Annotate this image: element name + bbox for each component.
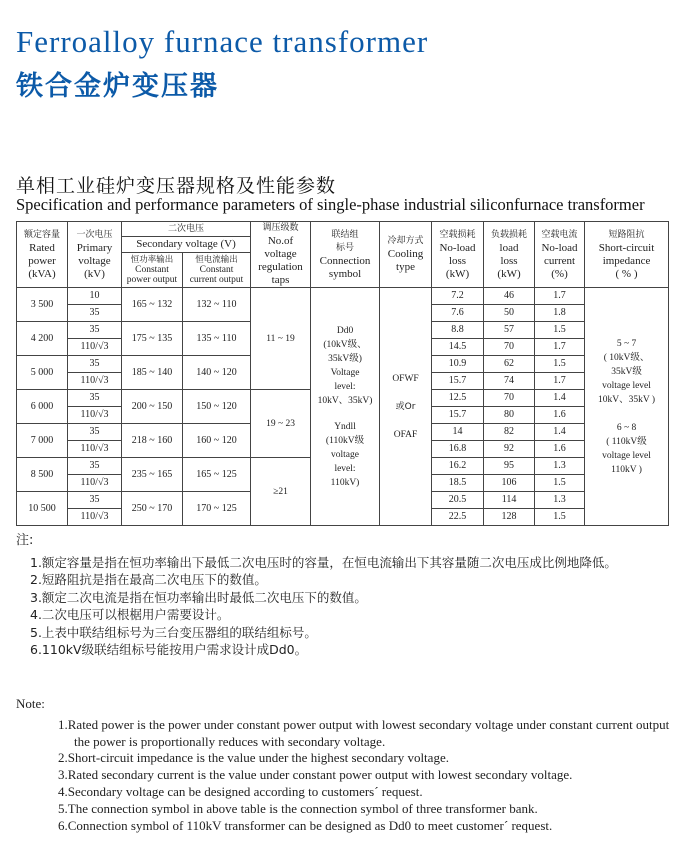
constant-power-cell: 165 ~ 132 (122, 288, 183, 322)
spec-table (16, 221, 669, 526)
primary-voltage-cell: 35 (68, 424, 122, 441)
noload-current-cell: 1.4 (535, 390, 585, 407)
noload-loss-cell: 15.7 (432, 373, 484, 390)
noload-loss-cell: 8.8 (432, 322, 484, 339)
header-rated-power: 额定容量 Rated power (kVA) (17, 222, 68, 288)
load-loss-cell: 114 (484, 492, 535, 509)
load-loss-cell: 82 (484, 424, 535, 441)
load-loss-cell: 74 (484, 373, 535, 390)
note-item: 2.Short-circuit impedance is the value under the highest secondary voltage. (58, 750, 449, 766)
constant-current-cell: 132 ~ 110 (183, 288, 251, 322)
noload-loss-cell: 7.2 (432, 288, 484, 305)
noload-loss-cell: 10.9 (432, 356, 484, 373)
notes-english (16, 696, 676, 834)
load-loss-cell: 80 (484, 407, 535, 424)
header-connection-symbol: 联结组 标号 Connection symbol (311, 222, 380, 288)
noload-current-cell: 1.5 (535, 509, 585, 526)
rated-power-cell: 10 500 (17, 492, 68, 526)
header-secondary-voltage-en: Secondary voltage (V) (122, 237, 251, 252)
load-loss-cell: 106 (484, 475, 535, 492)
noload-loss-cell: 18.5 (432, 475, 484, 492)
header-primary-voltage: 一次电压 Primary voltage (kV) (68, 222, 122, 288)
noload-loss-cell: 16.2 (432, 458, 484, 475)
load-loss-cell: 70 (484, 390, 535, 407)
primary-voltage-cell: 110/√3 (68, 407, 122, 424)
constant-current-cell: 160 ~ 120 (183, 424, 251, 458)
constant-power-cell: 175 ~ 135 (122, 322, 183, 356)
constant-current-cell: 135 ~ 110 (183, 322, 251, 356)
primary-voltage-cell: 110/√3 (68, 509, 122, 526)
taps-cell: 19 ~ 23 (251, 390, 311, 458)
cooling-type-cell: OFWF 或Or OFAF (380, 288, 432, 526)
page-title-english: Ferroalloy furnace transformer (16, 24, 429, 59)
constant-power-cell: 235 ~ 165 (122, 458, 183, 492)
connection-symbol-cell: Dd0 (10kV级、 35kV级) Voltage level: 10kV、35kV) Yndll (110kV级 voltage level: 110kV) (311, 288, 380, 526)
noload-current-cell: 1.5 (535, 356, 585, 373)
primary-voltage-cell: 110/√3 (68, 475, 122, 492)
noload-current-cell: 1.4 (535, 424, 585, 441)
noload-loss-cell: 12.5 (432, 390, 484, 407)
notes-chinese-label: 注: (16, 533, 34, 548)
primary-voltage-cell: 110/√3 (68, 339, 122, 356)
header-noload-loss: 空载损耗 No-load loss (kW) (432, 222, 484, 288)
rated-power-cell: 4 200 (17, 322, 68, 356)
noload-current-cell: 1.3 (535, 492, 585, 509)
noload-current-cell: 1.8 (535, 305, 585, 322)
noload-current-cell: 1.5 (535, 322, 585, 339)
header-secondary-voltage: 二次电压 (122, 222, 251, 237)
note-item: 5.上表中联结组标号为三台变压器组的联结组标号。 (30, 624, 317, 640)
note-item: 3.Rated secondary current is the value under constant power output with lowest secondary voltage. (58, 767, 573, 783)
primary-voltage-cell: 10 (68, 288, 122, 305)
noload-current-cell: 1.7 (535, 288, 585, 305)
load-loss-cell: 95 (484, 458, 535, 475)
header-constant-power: 恒功率输出 Constant power output (122, 252, 183, 287)
header-impedance: 短路阻抗 Short-circuit impedance ( % ) (585, 222, 669, 288)
page-title-chinese: 铁合金炉变压器 (16, 71, 219, 102)
note-item: 5.The connection symbol in above table is the connection symbol of three transformer bank. (58, 800, 538, 816)
noload-current-cell: 1.6 (535, 441, 585, 458)
taps-cell: ≥21 (251, 458, 311, 526)
noload-current-cell: 1.6 (535, 407, 585, 424)
noload-loss-cell: 22.5 (432, 509, 484, 526)
noload-loss-cell: 20.5 (432, 492, 484, 509)
load-loss-cell: 128 (484, 509, 535, 526)
primary-voltage-cell: 35 (68, 458, 122, 475)
note-item: 2.短路阻抗是指在最高二次电压下的数值。 (30, 572, 267, 587)
rated-power-cell: 7 000 (17, 424, 68, 458)
header-load-loss: 负载损耗 load loss (kW) (484, 222, 535, 288)
noload-current-cell: 1.3 (535, 458, 585, 475)
primary-voltage-cell: 110/√3 (68, 373, 122, 390)
impedance-cell: 5 ~ 7 ( 10kV级、 35kV级 voltage level 10kV、35kV ) 6 ~ 8 ( 110kV级 voltage level 110kV ) (585, 288, 669, 526)
load-loss-cell: 57 (484, 322, 535, 339)
header-regulation-taps: 调压级数 No.of voltage regulation taps (251, 222, 311, 288)
constant-current-cell: 165 ~ 125 (183, 458, 251, 492)
constant-current-cell: 150 ~ 120 (183, 390, 251, 424)
constant-current-cell: 170 ~ 125 (183, 492, 251, 526)
noload-loss-cell: 7.6 (432, 305, 484, 322)
noload-loss-cell: 15.7 (432, 407, 484, 424)
noload-current-cell: 1.7 (535, 373, 585, 390)
note-item: 4.Secondary voltage can be designed according to customers´ request. (58, 783, 423, 799)
noload-current-cell: 1.7 (535, 339, 585, 356)
note-item: 3.额定二次电流是指在恒功率输出时最低二次电压下的数值。 (30, 589, 367, 605)
noload-current-cell: 1.5 (535, 475, 585, 492)
notes-chinese (16, 532, 676, 659)
header-cooling-type: 冷却方式 Cooling type (380, 222, 432, 288)
noload-loss-cell: 14 (432, 424, 484, 441)
primary-voltage-cell: 35 (68, 305, 122, 322)
taps-cell: 11 ~ 19 (251, 288, 311, 390)
load-loss-cell: 46 (484, 288, 535, 305)
table-title-english: Specification and performance parameters of single-phase industrial siliconfurnace transformer (16, 195, 645, 214)
note-item: 6.Connection symbol of 110kV transformer can be designed as Dd0 to meet customer´ request. (58, 817, 553, 833)
constant-power-cell: 218 ~ 160 (122, 424, 183, 458)
constant-power-cell: 200 ~ 150 (122, 390, 183, 424)
noload-loss-cell: 16.8 (432, 441, 484, 458)
rated-power-cell: 5 000 (17, 356, 68, 390)
note-item: 1.Rated power is the power under constant power output with lowest secondary voltage under constant current output the power is proportionally reduces with secondary voltage. (58, 716, 670, 749)
load-loss-cell: 92 (484, 441, 535, 458)
constant-power-cell: 250 ~ 170 (122, 492, 183, 526)
rated-power-cell: 8 500 (17, 458, 68, 492)
primary-voltage-cell: 35 (68, 390, 122, 407)
header-noload-current: 空载电流 No-load current (%) (535, 222, 585, 288)
note-item: 1.额定容量是指在恒功率输出下最低二次电压时的容量，在恒电流输出下其容量随二次电压成比例地降低。 (30, 554, 617, 570)
constant-current-cell: 140 ~ 120 (183, 356, 251, 390)
noload-loss-cell: 14.5 (432, 339, 484, 356)
primary-voltage-cell: 110/√3 (68, 441, 122, 458)
primary-voltage-cell: 35 (68, 322, 122, 339)
constant-power-cell: 185 ~ 140 (122, 356, 183, 390)
load-loss-cell: 70 (484, 339, 535, 356)
rated-power-cell: 6 000 (17, 390, 68, 424)
note-item: 4.二次电压可以根椐用户需要设计。 (30, 607, 230, 622)
table-title-chinese: 单相工业硅炉变压器规格及性能参数 (16, 175, 337, 197)
primary-voltage-cell: 35 (68, 492, 122, 509)
note-item: 6.110kV级联结组标号能按用户需求设计成Dd0。 (30, 642, 308, 657)
rated-power-cell: 3 500 (17, 288, 68, 322)
primary-voltage-cell: 35 (68, 356, 122, 373)
load-loss-cell: 50 (484, 305, 535, 322)
load-loss-cell: 62 (484, 356, 535, 373)
notes-english-label: Note: (16, 696, 45, 711)
header-constant-current: 恒电流输出 Constant current output (183, 252, 251, 287)
